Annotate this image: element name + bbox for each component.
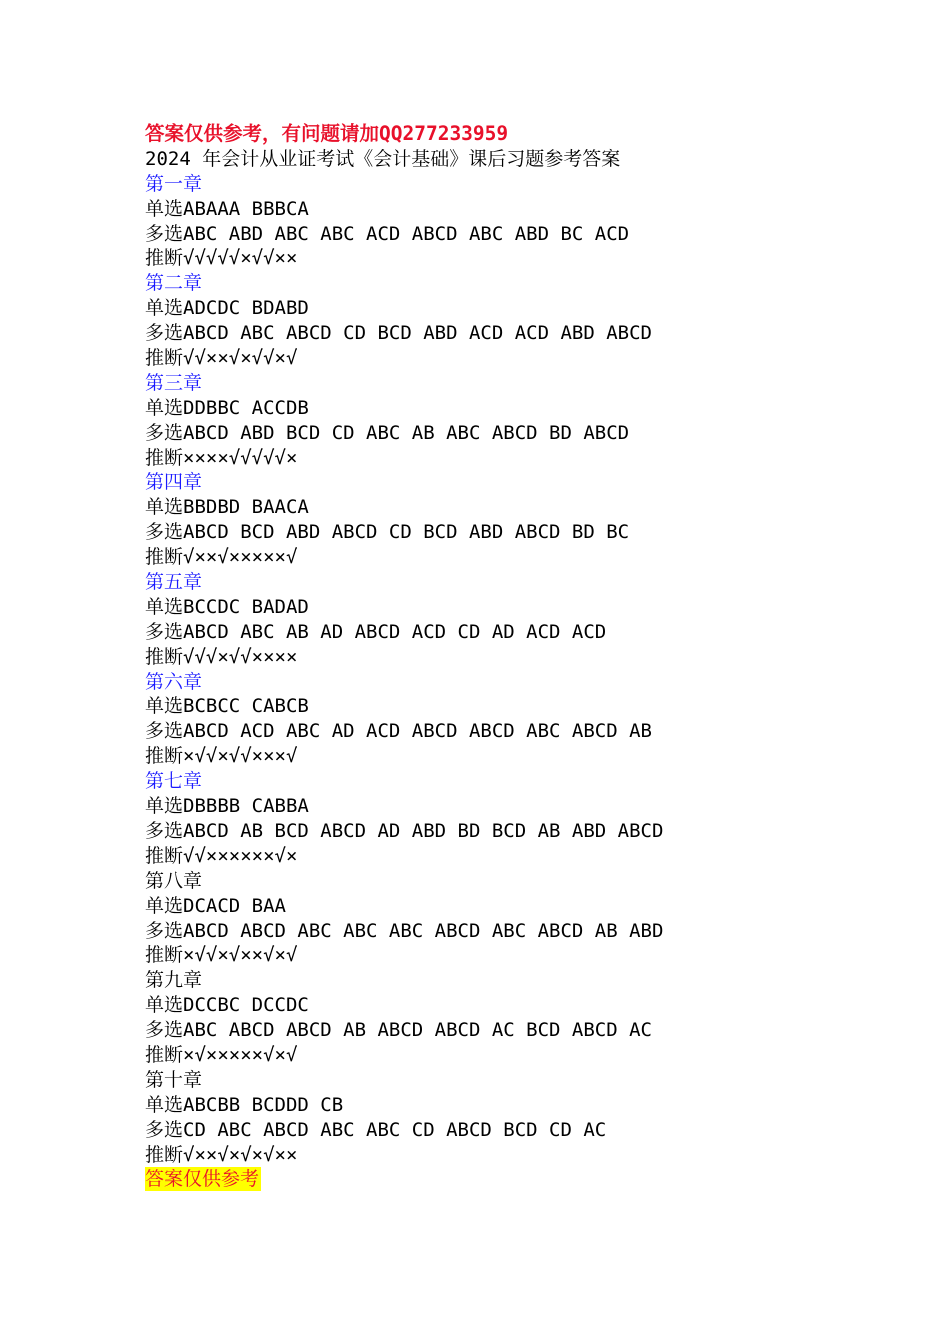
chapter-2 [145,271,905,371]
multiple-choice-answers: 多选ABC ABD ABC ABC ACD ABCD ABC ABD BC ACD [145,222,630,245]
footer-reference-note: 答案仅供参考 [145,1168,260,1191]
chapter-3 [145,371,905,471]
single-choice-answers: 单选ADCDC BDABD [145,297,309,320]
multiple-choice-answers: 多选ABCD ABD BCD CD ABC AB ABC ABCD BD ABCD [145,421,630,444]
true-false-answers: 推断×√√×√××√×√ [145,944,298,967]
true-false-answers: 推断√√√×√√×××× [145,645,298,668]
single-choice-answers: 单选DBBBB CABBA [145,795,309,818]
document-title: 2024 年会计从业证考试《会计基础》课后习题参考答案 [145,147,621,170]
chapter-heading: 第五章 [145,571,203,594]
single-choice-answers: 单选DCCBC DCCDC [145,994,309,1017]
multiple-choice-answers: 多选ABCD AB BCD ABCD AD ABD BD BCD AB ABD ABCD [145,819,664,842]
multiple-choice-answers: 多选ABCD ABCD ABC ABC ABC ABCD ABC ABCD AB ABD [145,919,664,942]
footer-row [145,1167,905,1192]
chapter-6 [145,670,905,770]
chapter-heading: 第三章 [145,371,203,394]
single-choice-answers: 单选DCACD BAA [145,894,286,917]
chapter-9 [145,968,905,1068]
chapter-1 [145,172,905,272]
single-choice-answers: 单选DDBBC ACCDB [145,396,309,419]
chapter-heading: 第四章 [145,471,203,494]
true-false-answers: 推断×√√×√√×××√ [145,745,298,768]
true-false-answers: 推断√××√×√×√×× [145,1143,298,1166]
single-choice-answers: 单选BCBCC CABCB [145,695,309,718]
chapter-heading: 第二章 [145,272,203,295]
chapter-heading: 第七章 [145,770,203,793]
chapter-5 [145,570,905,670]
multiple-choice-answers: 多选ABCD ABC ABCD CD BCD ABD ACD ACD ABD ABCD [145,322,652,345]
reference-notice: 答案仅供参考，有问题请加QQ277233959 [145,122,509,145]
chapter-heading: 第八章 [145,869,203,892]
chapter-heading: 第六章 [145,670,203,693]
document-page [145,122,905,1192]
single-choice-answers: 单选ABAAA BBBCA [145,197,309,220]
chapter-heading: 第九章 [145,969,203,992]
true-false-answers: 推断√√××××××√× [145,844,298,867]
chapter-4 [145,470,905,570]
single-choice-answers: 单选BBDBD BAACA [145,496,309,519]
multiple-choice-answers: 多选CD ABC ABCD ABC ABC CD ABCD BCD CD AC [145,1118,607,1141]
multiple-choice-answers: 多选ABC ABCD ABCD AB ABCD ABCD AC BCD ABCD AC [145,1019,652,1042]
true-false-answers: 推断√√√√√×√√×× [145,247,298,270]
single-choice-answers: 单选ABCBB BCDDD CB [145,1093,344,1116]
chapter-8 [145,869,905,969]
multiple-choice-answers: 多选ABCD BCD ABD ABCD CD BCD ABD ABCD BD BC [145,521,630,544]
chapter-10 [145,1068,905,1168]
true-false-answers: 推断××××√√√√√× [145,446,298,469]
true-false-answers: 推断√√××√×√√×√ [145,347,298,370]
multiple-choice-answers: 多选ABCD ABC AB AD ABCD ACD CD AD ACD ACD [145,620,607,643]
multiple-choice-answers: 多选ABCD ACD ABC AD ACD ABCD ABCD ABC ABCD AB [145,720,652,743]
true-false-answers: 推断√××√×××××√ [145,546,298,569]
chapter-heading: 第一章 [145,172,203,195]
single-choice-answers: 单选BCCDC BADAD [145,595,309,618]
chapter-7 [145,769,905,869]
true-false-answers: 推断×√×××××√×√ [145,1043,298,1066]
chapter-heading: 第十章 [145,1068,203,1091]
